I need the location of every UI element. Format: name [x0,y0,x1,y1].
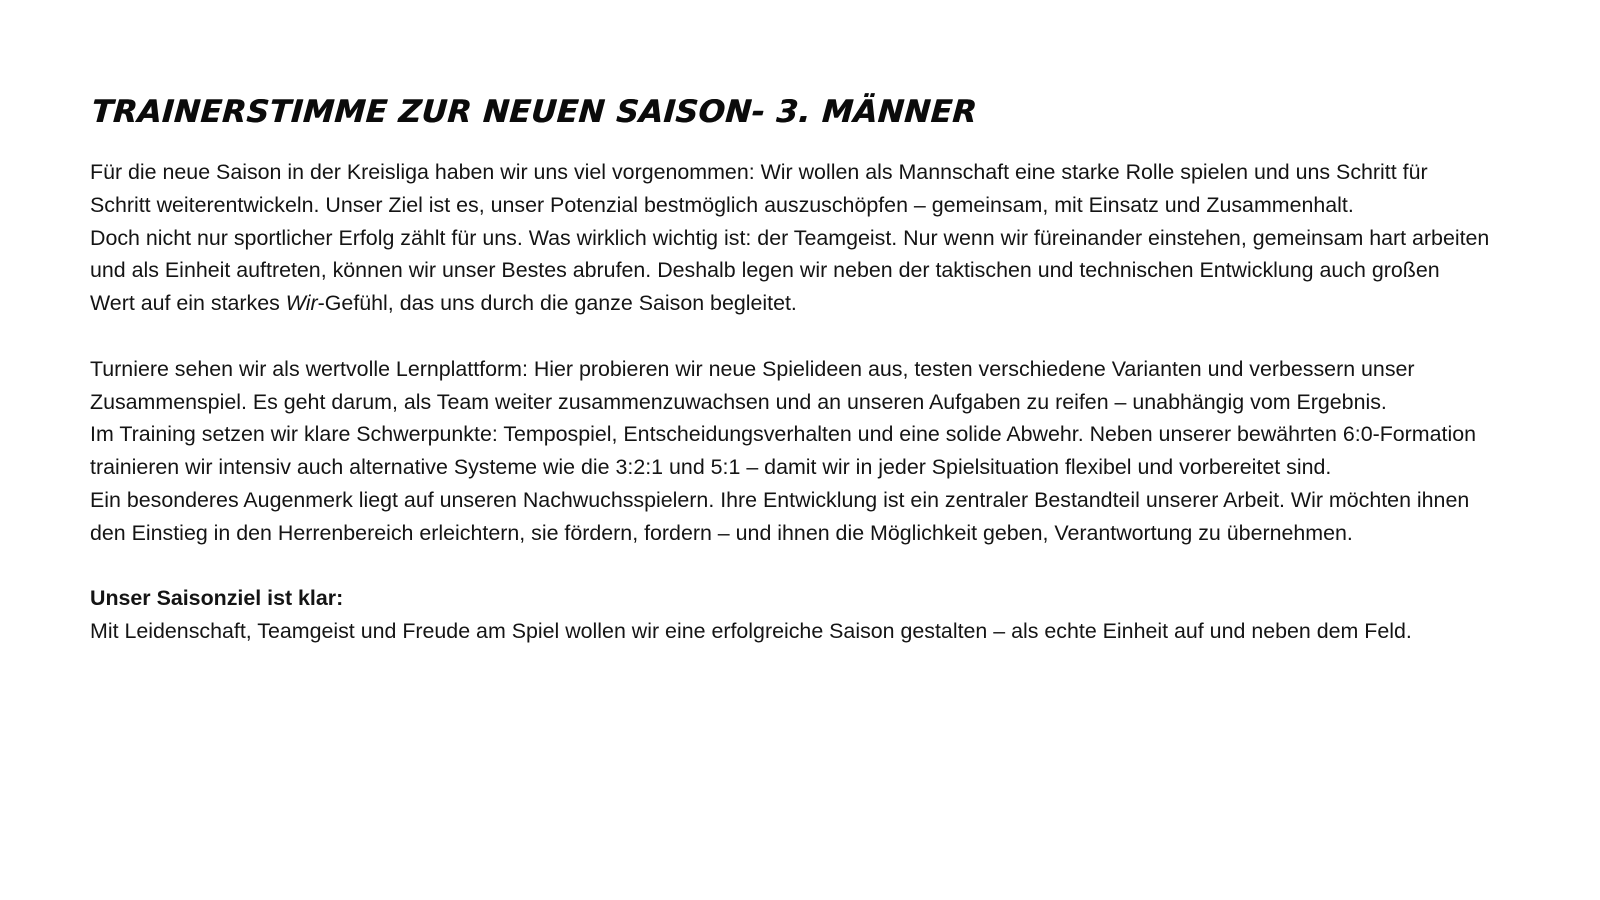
paragraph-teamgeist [90,222,1490,320]
paragraph-spacer [90,320,1490,353]
paragraph-teamgeist-end: -Gefühl, das uns durch die ganze Saison begleitet. [317,291,797,316]
paragraph-teamgeist-text: Doch nicht nur sportlicher Erfolg zählt für uns. Was wirklich wichtig ist: der Teamgeist. Nur wenn wir füreinander einstehen, gemeinsam hart arbeiten und als Einheit auftreten, können wir unser Bestes abrufen. Deshalb legen wir neben der taktischen und technischen Entwicklung auch großen Wert auf ein starkes [90,225,1490,316]
paragraph-season-plan: Für die neue Saison in der Kreisliga haben wir uns viel vorgenommen: Wir wollen als Mannschaft eine starke Rolle spielen und uns Schritt für Schritt weiterentwickeln. Unser Ziel ist es, unser Potenzial bestmöglich auszuschöpfen – gemeinsam, mit Einsatz und Zusammenhalt. [90,160,1428,217]
paragraph-training: Im Training setzen wir klare Schwerpunkte: Tempospiel, Entscheidungsverhalten und eine solide Abwehr. Neben unserer bewährten 6:0-Formation trainieren wir intensiv auch alternative Systeme wie die 3:2:1 und 5:1 – damit wir in jeder Spielsituation flexibel und vorbereitet sind. [90,422,1477,480]
season-goal-text: Mit Leidenschaft, Teamgeist und Freude am Spiel wollen wir eine erfolgreiche Saison gestalten – als echte Einheit auf und neben dem Feld. [90,619,1412,644]
season-goal-heading: Unser Saisonziel ist klar: [90,586,344,611]
paragraph-spacer [90,550,1490,583]
article [90,90,1490,648]
article-body [90,156,1490,648]
wir-emphasis: Wir [285,291,318,316]
paragraph-youth: Ein besonderes Augenmerk liegt auf unseren Nachwuchsspielern. Ihre Entwicklung ist ein zentraler Bestandteil unserer Arbeit. Wir möchten ihnen den Einstieg in den Herrenbereich erleichtern, sie fördern, fordern – und ihnen die Möglichkeit geben, Verantwortung zu übernehmen. [90,487,1470,545]
paragraph-tournaments: Turniere sehen wir als wertvolle Lernplattform: Hier probieren wir neue Spielideen aus, testen verschiedene Varianten und verbessern unser Zusammenspiel. Es geht darum, als Team weiter zusammenzuwachsen und an unseren Aufgaben zu reifen – unabhängig vom Ergebnis. [90,356,1415,414]
page-title: TRAINERSTIMME ZUR NEUEN SAISON- 3. MÄNNER [90,94,979,130]
